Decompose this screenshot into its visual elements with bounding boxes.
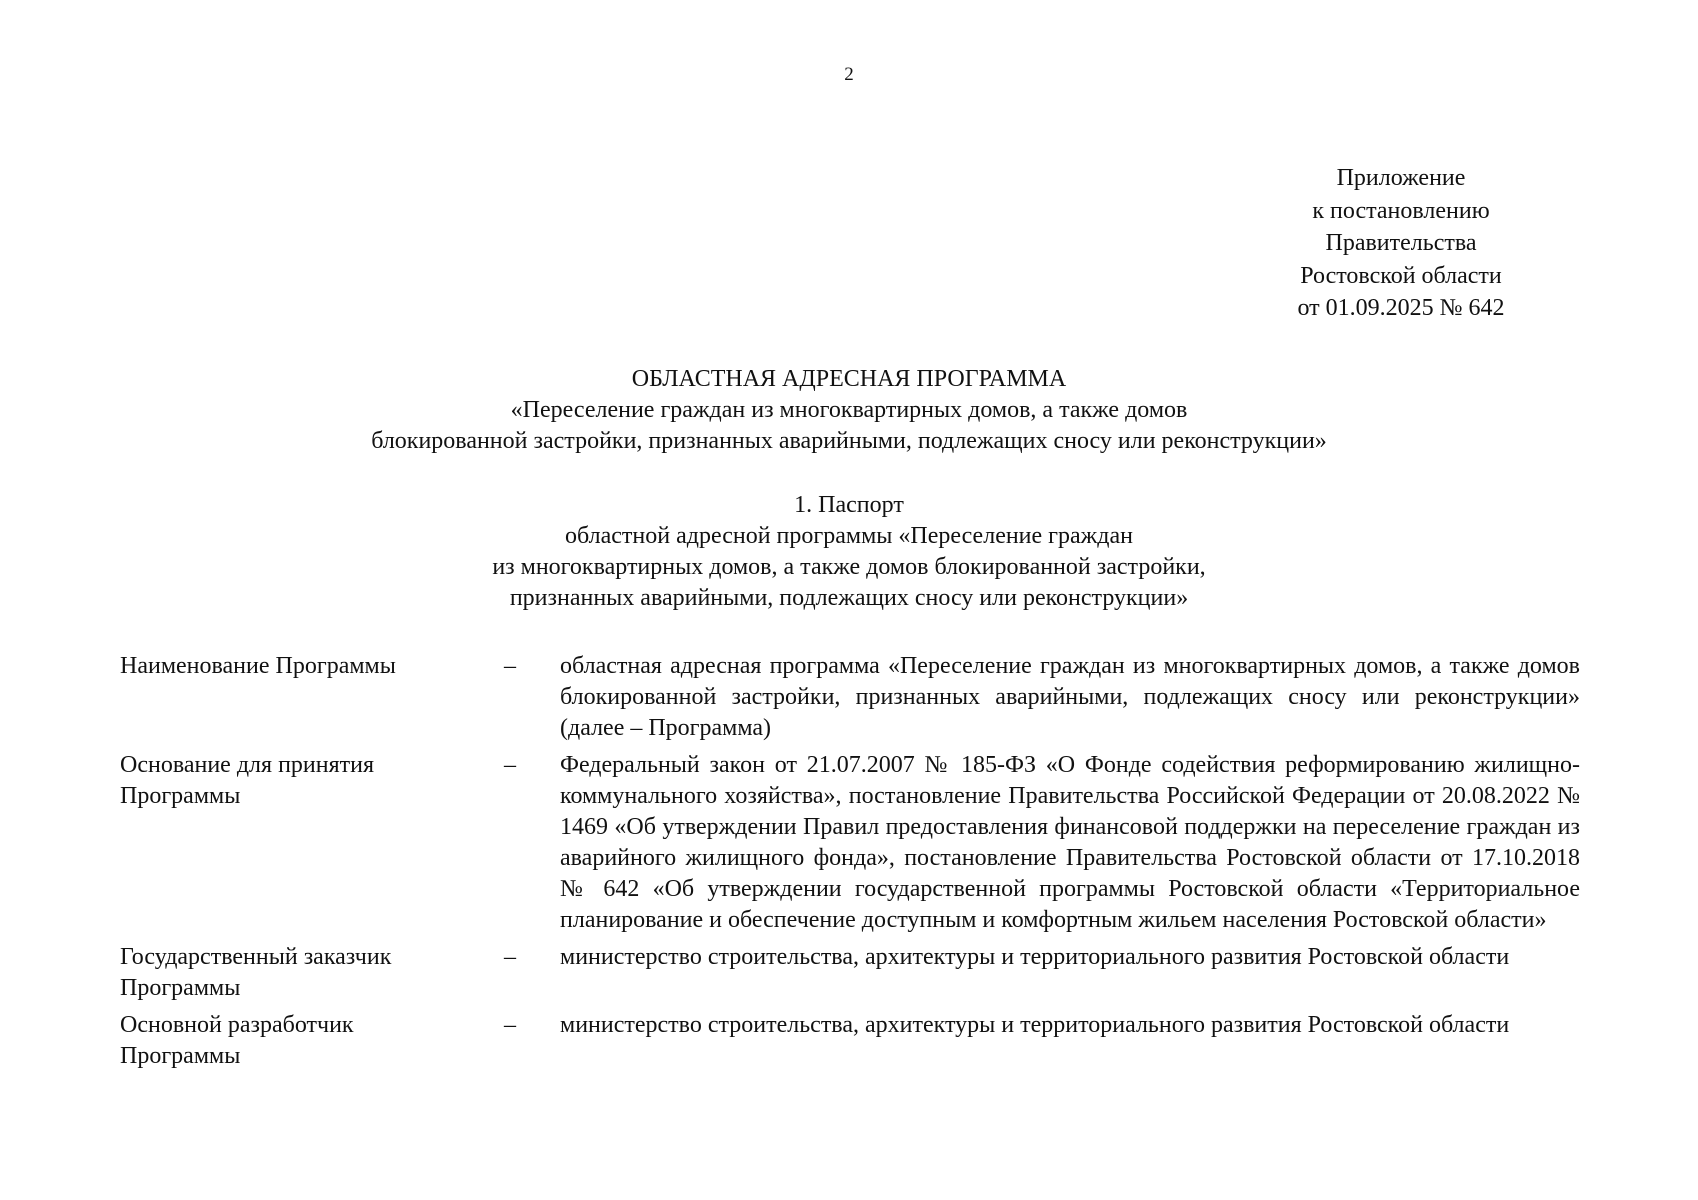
passport-table bbox=[120, 651, 1580, 1078]
passport-row-developer bbox=[120, 1010, 1580, 1072]
program-heading bbox=[200, 364, 1498, 457]
passport-subtitle-line: областной адресной программы «Переселение граждан bbox=[565, 523, 1133, 549]
appendix-block bbox=[1246, 162, 1556, 325]
program-title: ОБЛАСТНАЯ АДРЕСНАЯ ПРОГРАММА bbox=[631, 366, 1067, 392]
row-label: Основание для принятия Программы bbox=[120, 752, 375, 809]
row-dash: – bbox=[504, 1012, 516, 1038]
passport-row-basis bbox=[120, 750, 1580, 936]
passport-row-customer bbox=[120, 942, 1580, 1004]
page-number: 2 bbox=[844, 64, 854, 85]
passport-title: 1. Паспорт bbox=[794, 492, 904, 518]
appendix-line: к постановлению bbox=[1312, 197, 1490, 224]
row-value: министерство строительства, архитектуры и территориального развития Ростовской области bbox=[560, 1012, 1510, 1038]
passport-subtitle-line: из многоквартирных домов, а также домов блокированной застройки, bbox=[492, 554, 1206, 580]
row-value: министерство строительства, архитектуры и территориального развития Ростовской области bbox=[560, 944, 1510, 970]
row-value: Федеральный закон от 21.07.2007 № 185-ФЗ «О Фонде содействия реформированию жилищно-коммунального хозяйства», постановление Правительства Российской Федерации от 20.08.2022 № 1469 «Об утверждении Правил предоставления финансовой поддержки на переселение граждан из аварийного жилищного фонда», постановление Правительства Ростовской области от 17.10.2018 № 642 «Об утверждении государственной программы Ростовской области «Территориальное планирование и обеспечение доступным и комфортным жильем населения Ростовской области» bbox=[560, 752, 1580, 933]
row-label: Наименование Программы bbox=[120, 653, 396, 679]
row-dash: – bbox=[504, 752, 516, 778]
program-subtitle-line: «Переселение граждан из многоквартирных домов, а также домов bbox=[510, 397, 1188, 423]
appendix-line: Ростовской области bbox=[1300, 262, 1502, 289]
appendix-line: Приложение bbox=[1336, 165, 1466, 191]
passport-row-program-name bbox=[120, 651, 1580, 744]
row-value: областная адресная программа «Переселение граждан из многоквартирных домов, а также домов блокированной застройки, признанных аварийными, подлежащих сносу или реконструкции» (далее – Программа) bbox=[560, 653, 1580, 741]
row-label: Основной разработчик Программы bbox=[120, 1012, 354, 1069]
passport-heading bbox=[200, 490, 1498, 614]
program-subtitle-line: блокированной застройки, признанных аварийными, подлежащих сносу или реконструкции» bbox=[371, 428, 1327, 454]
passport-subtitle-line: признанных аварийными, подлежащих сносу или реконструкции» bbox=[509, 585, 1189, 611]
row-dash: – bbox=[504, 653, 516, 679]
row-label: Государственный заказчик Программы bbox=[120, 944, 392, 1001]
row-dash: – bbox=[504, 944, 516, 970]
appendix-line: от 01.09.2025 № 642 bbox=[1297, 295, 1505, 321]
appendix-line: Правительства bbox=[1325, 230, 1477, 256]
